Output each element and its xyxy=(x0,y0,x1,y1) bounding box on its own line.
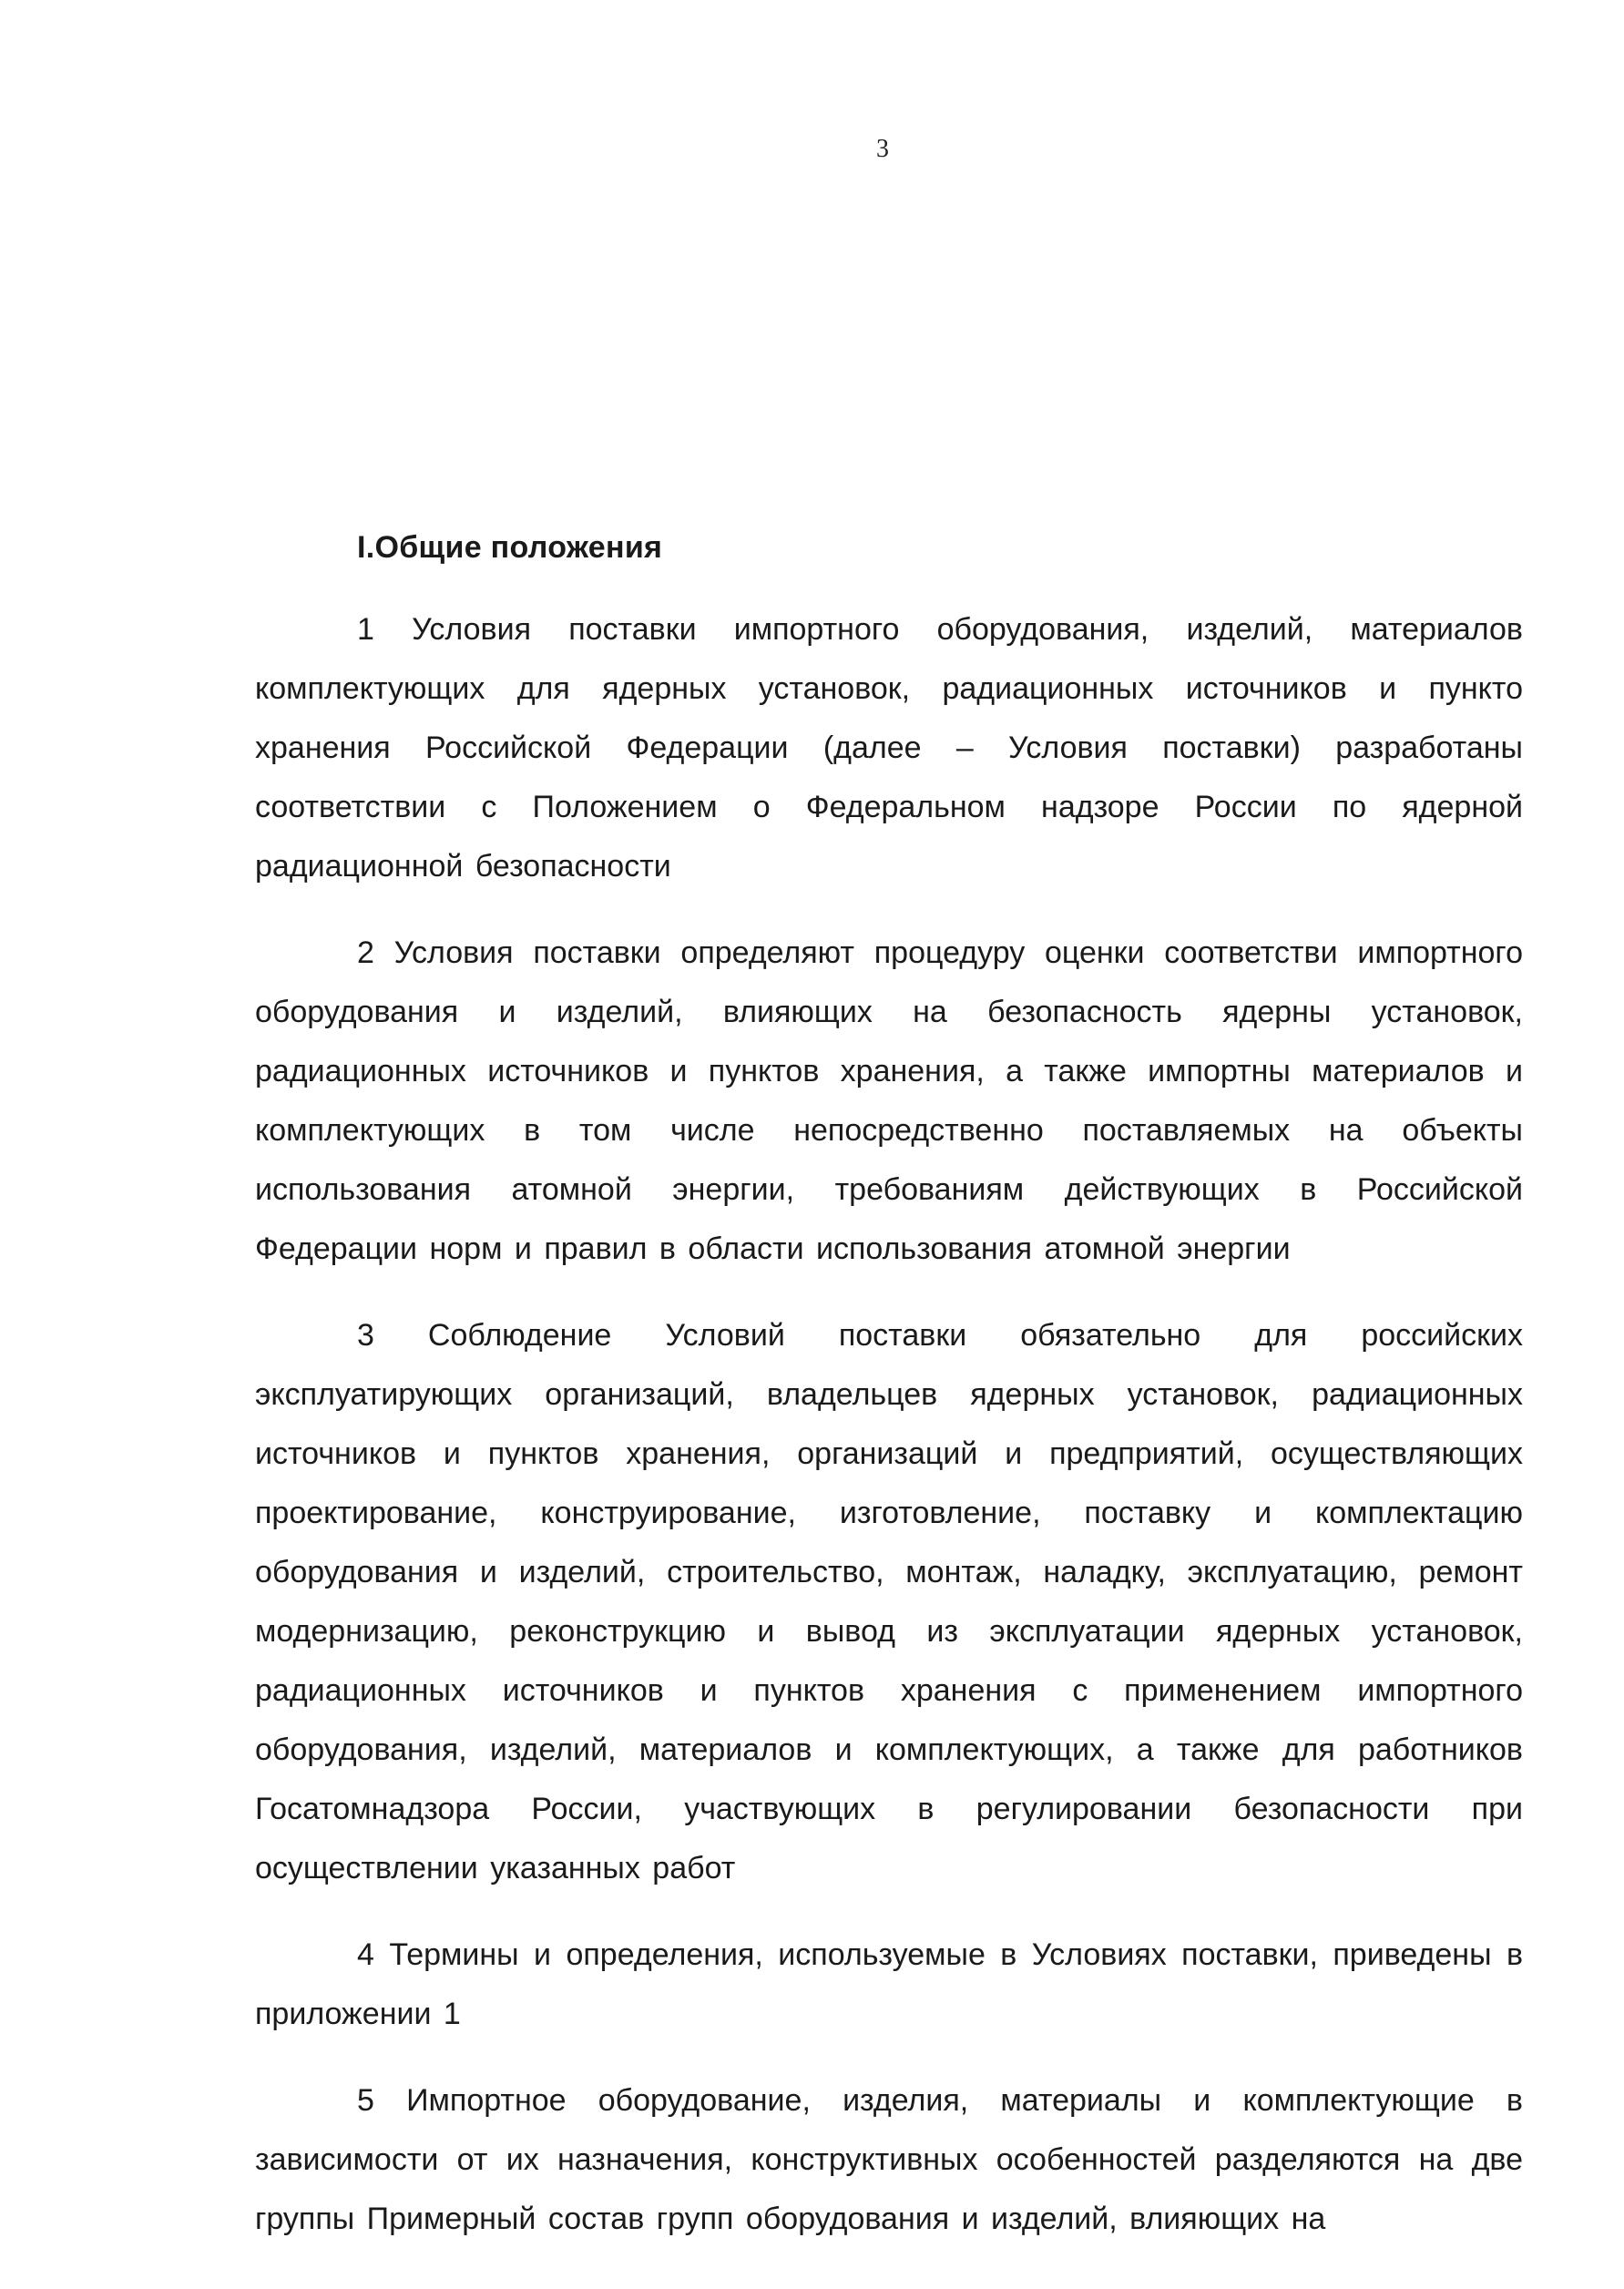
paragraph-1: 1 Условия поставки импортного оборудования, изделий, материалов комплектующих для ядерных установок, радиационных источников и пункто хранения Российской Федерации (далее – Условия поставки) разработаны соответствии с Положением о Федеральном надзоре России по ядерной радиационной безопасности xyxy=(255,612,1523,884)
paragraph-2: 2 Условия поставки определяют процедуру оценки соответстви импортного оборудования и изделий, влияющих на безопасность ядерны установок, радиационных источников и пунктов хранения, а также импортны материалов и комплектующих в том числе непосредственно поставляемых на объекты использования атомной энергии, требованиям действующих в Российской Федерации норм и правил в области использования атомной энергии xyxy=(255,935,1523,1266)
paragraph-4: 4 Термины и определения, используемые в Условиях поставки, приведены в приложении 1 xyxy=(255,1937,1523,2031)
section-title: I.Общие положения xyxy=(357,530,663,565)
document-body xyxy=(255,530,1523,2276)
page-number: 3 xyxy=(876,135,889,163)
paragraph-3: 3 Соблюдение Условий поставки обязательно для российских эксплуатирующих организаций, владельцев ядерных установок, радиационных источников и пунктов хранения, организаций и предприятий, осуществляющих проектирование, конструирование, изготовление, поставку и комплектацию оборудования и изделий, строительство, монтаж, наладку, эксплуатацию, ремонт модернизацию, реконструкцию и вывод из эксплуатации ядерных установок, радиационных источников и пунктов хранения с применением импортного оборудования, изделий, материалов и комплектующих, а также для работников Госатомнадзора России, участвующих в регулировании безопасности при осуществлении указанных работ xyxy=(255,1318,1523,1885)
paragraph-5: 5 Импортное оборудование, изделия, материалы и комплектующие в зависимости от их назначения, конструктивных особенностей разделяются на две группы Примерный состав групп оборудования и изделий, влияющих на xyxy=(255,2083,1523,2236)
